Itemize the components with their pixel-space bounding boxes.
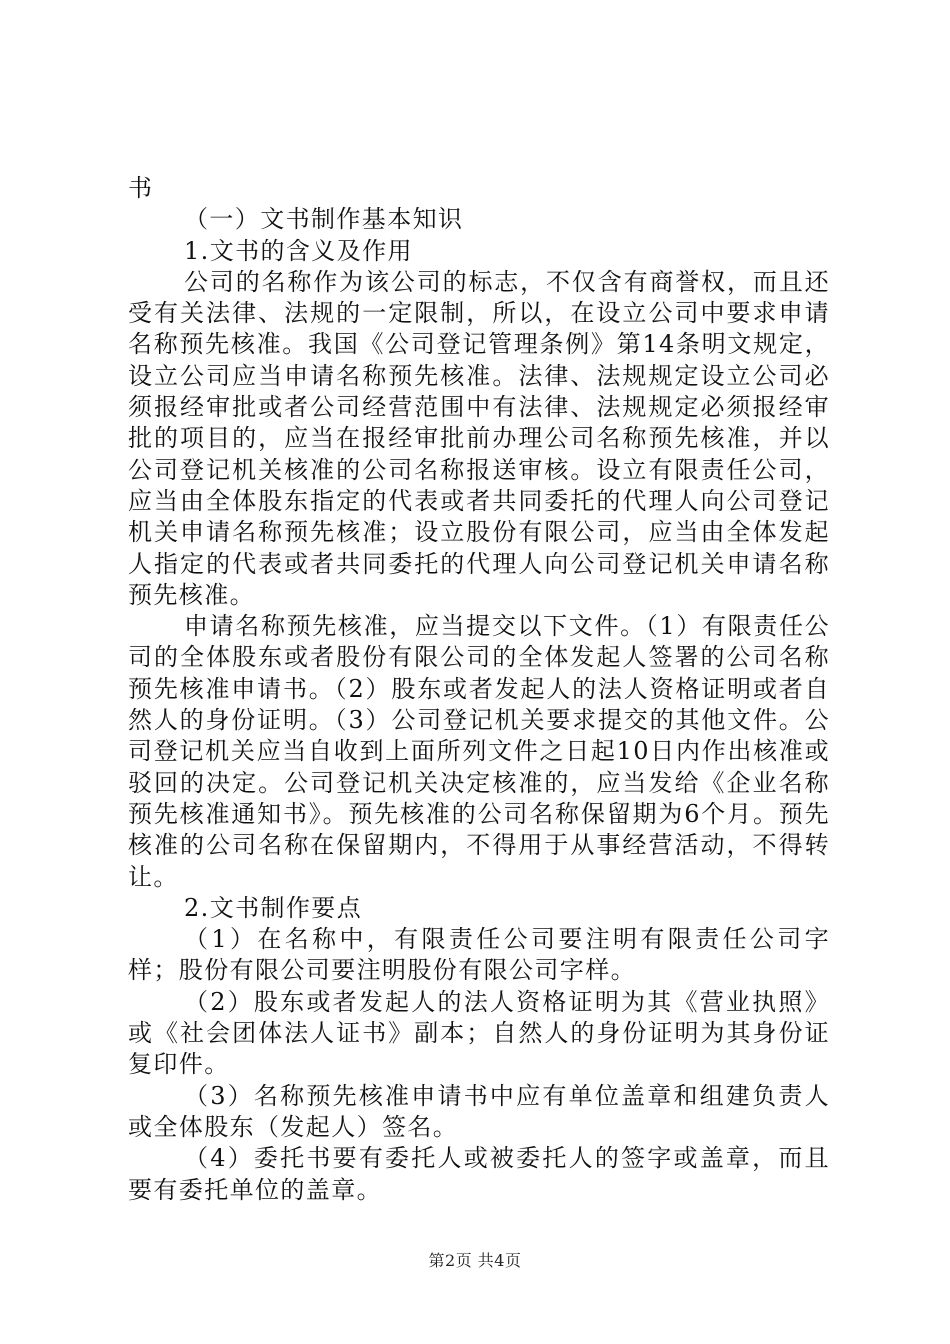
document-body — [128, 173, 830, 1206]
key-point-4: （4）委托书要有委托人或被委托人的签字或盖章，而且要有委托单位的盖章。 — [128, 1144, 830, 1204]
lead-fragment: 书 — [128, 174, 154, 202]
key-point-2: （2）股东或者发起人的法人资格证明为其《营业执照》或《社会团体法人证书》副本；自然人的身份证明为其身份证复印件。 — [128, 987, 830, 1079]
key-point-3: （3）名称预先核准申请书中应有单位盖章和组建负责人或全体股东（发起人）签名。 — [128, 1081, 830, 1141]
subheading-key-points: 2.文书制作要点 — [184, 893, 363, 922]
key-point-1: （1）在名称中，有限责任公司要注明有限责任公司字样；股份有限公司要注明股份有限公司字样。 — [128, 925, 830, 985]
subheading-meaning: 1.文书的含义及作用 — [184, 236, 413, 265]
paragraph-required-documents: 申请名称预先核准，应当提交以下文件。（1）有限责任公司的全体股东或者股份有限公司的全体发起人签署的公司名称预先核准申请书。（2）股东或者发起人的法人资格证明或者自然人的身份证明。（3）公司登记机关要求提交的其他文件。公司登记机关应当自收到上面所列文件之日起10日内作出核准或驳回的决定。公司登记机关决定核准的，应当发给《企业名称预先核准通知书》。预先核准的公司名称保留期为6个月。预先核准的公司名称在保留期内，不得用于从事经营活动，不得转让。 — [128, 612, 830, 891]
paragraph-meaning: 公司的名称作为该公司的标志，不仅含有商誉权，而且还受有关法律、法规的一定限制，所以，在设立公司中要求申请名称预先核准。我国《公司登记管理条例》第14条明文规定，设立公司应当申请名称预先核准。法律、法规规定设立公司必须报经审批或者公司经营范围中有法律、法规规定必须报经审批的项目的，应当在报经审批前办理公司名称预先核准，并以公司登记机关核准的公司名称报送审核。设立有限责任公司，应当由全体股东指定的代表或者共同委托的代理人向公司登记机关申请名称预先核准；设立股份有限公司，应当由全体发起人指定的代表或者共同委托的代理人向公司登记机关申请名称预先核准。 — [128, 267, 830, 609]
section-heading: （一）文书制作基本知识 — [184, 205, 464, 234]
page-indicator: 第2页 共4页 — [428, 1251, 522, 1270]
page-footer — [0, 1248, 950, 1271]
